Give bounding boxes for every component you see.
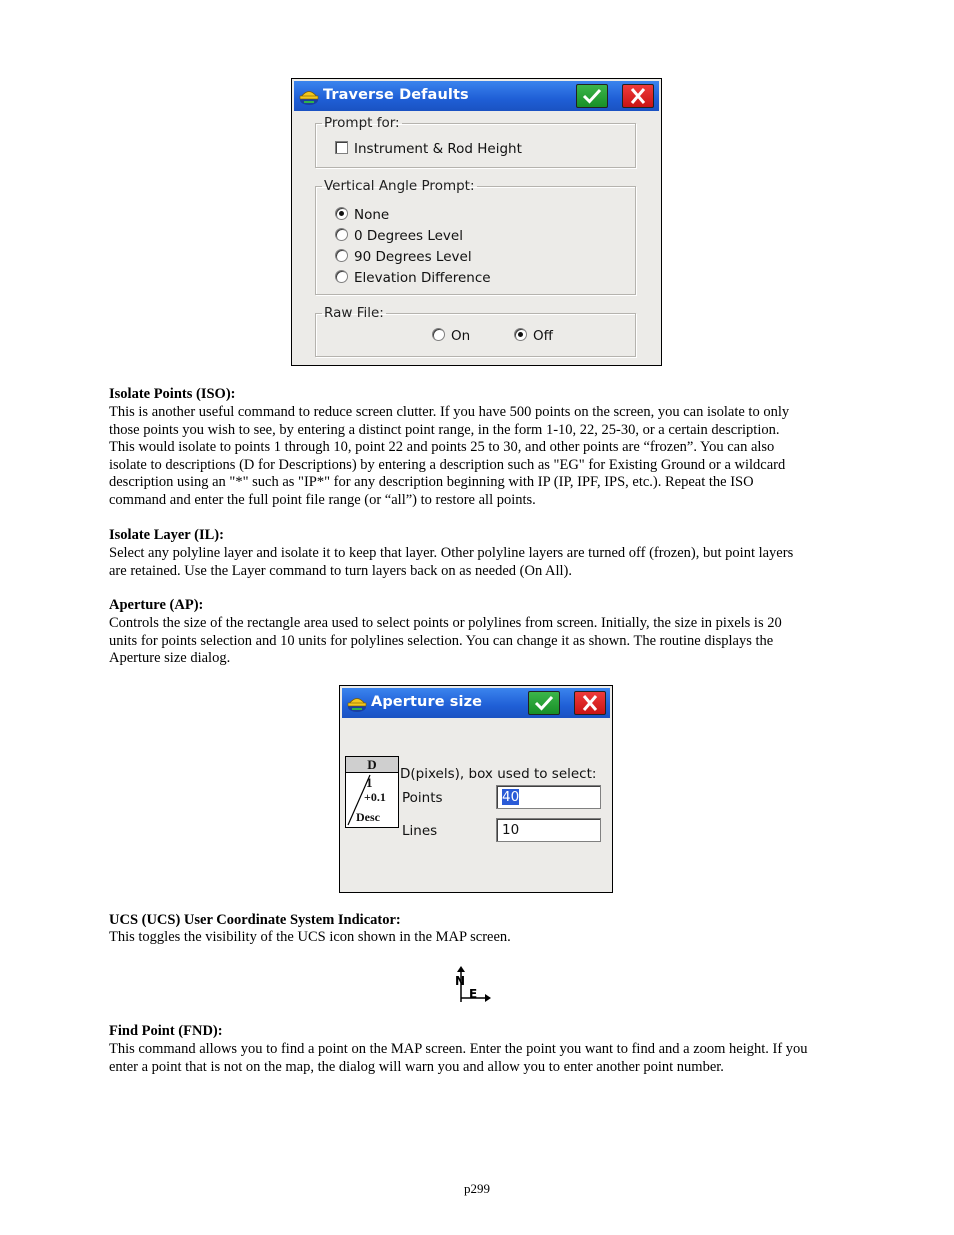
vertical-angle-legend: Vertical Angle Prompt:	[324, 178, 475, 194]
prompt-for-legend: Prompt for:	[324, 115, 400, 131]
lines-label: Lines	[402, 823, 438, 839]
diagram-offset: +0.1	[364, 790, 386, 804]
lines-input-value: 10	[502, 822, 520, 838]
radio-icon[interactable]	[335, 249, 348, 262]
aperture-caption: D(pixels), box used to select:	[400, 766, 597, 782]
ucs-heading: UCS (UCS) User Coordinate System Indicator:	[109, 912, 401, 928]
points-input[interactable]	[496, 785, 601, 809]
text-line: command and enter the full point file range (or “all”) to restore all points.	[109, 491, 536, 508]
radio-label: Off	[533, 328, 553, 344]
close-icon	[628, 87, 648, 105]
aperture-dialog-titlebar	[342, 688, 610, 718]
text-line: are retained. Use the Layer command to turn layers back on as needed (On All).	[109, 562, 573, 579]
text-line: units for points selection and 10 units for polylines selection. You can change it as shown. The routine displays the	[109, 632, 774, 649]
cancel-button[interactable]	[622, 84, 654, 108]
page-number: p299	[464, 1181, 490, 1196]
radio-90-degrees-level[interactable]	[335, 249, 472, 265]
checkbox-label: Instrument & Rod Height	[354, 141, 522, 157]
radio-selected-icon[interactable]	[514, 328, 527, 341]
checkmark-icon	[582, 87, 602, 105]
iso-heading: Isolate Points (ISO):	[109, 386, 236, 402]
checkmark-icon	[534, 694, 554, 712]
radio-icon[interactable]	[335, 270, 348, 283]
radio-label: 90 Degrees Level	[354, 249, 472, 265]
lines-input[interactable]	[496, 818, 601, 842]
point-label-diagram	[345, 756, 399, 828]
text-line: Controls the size of the rectangle area used to select points or polylines from screen. Initially, the size in pixels is 20	[109, 615, 782, 631]
cancel-button[interactable]	[574, 691, 606, 715]
radio-raw-on[interactable]	[432, 328, 470, 344]
radio-label: None	[354, 207, 390, 223]
text-line: enter a point that is not on the map, the dialog will warn you and allow you to enter another point number.	[109, 1058, 724, 1075]
raw-file-legend: Raw File:	[324, 305, 384, 321]
ucs-paragraph	[109, 929, 849, 947]
text-line: Select any polyline layer and isolate it to keep that layer. Other polyline layers are turned off (frozen), but point layers	[109, 545, 794, 561]
instrument-rod-height-checkbox[interactable]	[335, 141, 522, 157]
radio-label: 0 Degrees Level	[354, 228, 463, 244]
iso-paragraph	[109, 404, 849, 510]
checkbox-box[interactable]	[335, 141, 348, 154]
app-logo-icon	[346, 692, 368, 714]
text-line: This command allows you to find a point on the MAP screen. Enter the point you want to find and a zoom height. If you	[109, 1041, 808, 1057]
radio-label: Elevation Difference	[354, 270, 491, 286]
raw-file-group	[315, 305, 636, 357]
fnd-paragraph	[109, 1041, 849, 1076]
radio-none[interactable]	[335, 207, 389, 223]
text-line: Aperture size dialog.	[109, 650, 231, 667]
points-input-value: 40	[502, 789, 520, 805]
ucs-north-label: N	[455, 974, 466, 988]
diagram-point-number: 1	[366, 775, 373, 790]
radio-icon[interactable]	[432, 328, 445, 341]
ucs-east-label: E	[469, 987, 478, 1001]
text-line: isolate to descriptions (D for Descriptions) by entering a description such as "EG" for Existing Ground or a wildcard	[109, 456, 786, 473]
il-heading: Isolate Layer (IL):	[109, 527, 224, 543]
il-paragraph	[109, 545, 849, 580]
aperture-dialog-title: Aperture size	[371, 694, 483, 710]
traverse-defaults-dialog	[291, 78, 662, 366]
fnd-heading: Find Point (FND):	[109, 1023, 223, 1039]
text-line: This is another useful command to reduce screen clutter. If you have 500 points on the screen, you can isolate to only	[109, 404, 790, 420]
app-logo-icon	[298, 85, 320, 107]
traverse-dialog-titlebar	[294, 81, 659, 111]
radio-0-degrees-level[interactable]	[335, 228, 463, 244]
radio-label: On	[451, 328, 471, 344]
text-line: those points you wish to see, by entering a distinct point range, in the form 1-10, 22, 25-30, or a certain description.	[109, 421, 780, 438]
text-line: This toggles the visibility of the UCS icon shown in the MAP screen.	[109, 929, 511, 945]
radio-elevation-difference[interactable]	[335, 270, 491, 286]
diagram-desc: Desc	[356, 810, 380, 824]
traverse-dialog-title: Traverse Defaults	[323, 87, 469, 103]
text-line: This would isolate to points 1 through 10, point 22 and points 25 to 30, and other points are “frozen”. You can also	[109, 439, 775, 456]
radio-selected-icon[interactable]	[335, 207, 348, 220]
diagram-d-label: D	[346, 757, 398, 773]
ap-paragraph	[109, 615, 849, 668]
text-line: description using an "*" such as "IP*" for any description beginning with IP (IP, IPF, IPS, etc.). Repeat the ISO	[109, 474, 754, 491]
ok-button[interactable]	[576, 84, 608, 108]
ap-heading: Aperture (AP):	[109, 597, 204, 613]
close-icon	[580, 694, 600, 712]
points-label: Points	[402, 790, 443, 806]
ucs-indicator-icon	[452, 964, 494, 1004]
aperture-size-dialog	[339, 685, 613, 893]
radio-raw-off[interactable]	[514, 328, 553, 344]
ok-button[interactable]	[528, 691, 560, 715]
radio-icon[interactable]	[335, 228, 348, 241]
